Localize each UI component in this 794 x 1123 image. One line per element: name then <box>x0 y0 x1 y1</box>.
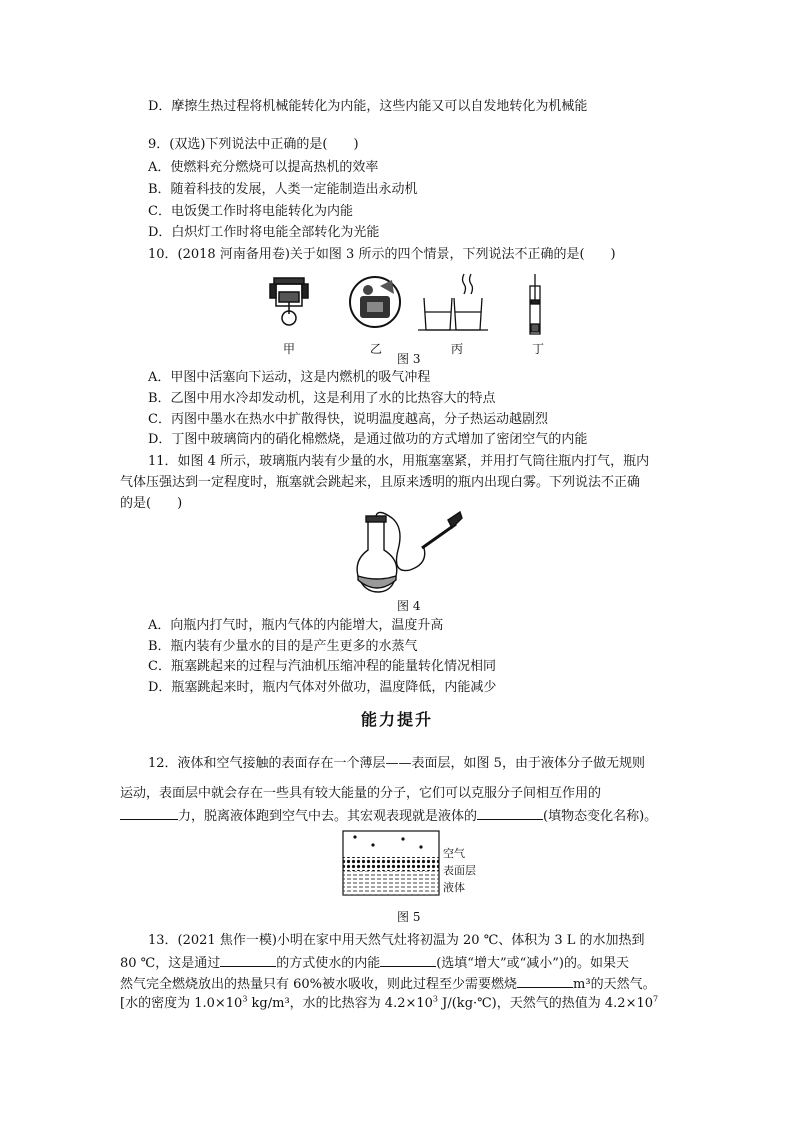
figure-3 <box>268 272 558 346</box>
q13-line-4 <box>120 995 658 1013</box>
q9-option-d: D．白炽灯工作时将电能全部转化为光能 <box>148 225 380 240</box>
q9-stem: 9．(双选)下列说法中正确的是( ) <box>148 137 359 152</box>
fig4-caption: 图 4 <box>397 599 421 613</box>
answer-blank-energy-change[interactable] <box>380 953 436 967</box>
fig5-label-air: 空气 <box>443 847 465 860</box>
q12-part-a: 力，脱离液体跑到空气中去。其宏观表现就是液体的 <box>178 809 478 824</box>
q13-line-2-c: (选填“增大”或“减小”)的。如果天 <box>436 956 629 971</box>
car-engine-illustration <box>350 277 400 327</box>
q13-line-2 <box>120 953 629 973</box>
figure-4 <box>352 510 464 600</box>
fig3-label-bing: 丙 <box>451 342 464 356</box>
answer-blank-force[interactable] <box>120 806 178 820</box>
q12-line-3 <box>120 806 657 826</box>
q11-option-a: A．向瓶内打气时，瓶内气体的内能增大，温度升高 <box>148 618 444 633</box>
q12-line-2: 运动，表面层中就会存在一些具有较大能量的分子，它们可以克服分子间相互作用的 <box>120 786 602 801</box>
q9-option-b: B．随着科技的发展，人类一定能制造出永动机 <box>148 182 418 197</box>
q10-option-b: B．乙图中用水冷却发动机，这是利用了水的比热容大的特点 <box>148 391 496 406</box>
flask-pump-illustration <box>357 512 462 592</box>
q13-line-4-c: J/(kg·℃)，天然气的热值为 4.2×10 <box>438 996 653 1011</box>
q13-line-4-b: kg/m³，水的比热容为 4.2×10 <box>247 996 433 1011</box>
fig5-caption: 图 5 <box>397 910 421 924</box>
answer-blank-state-change[interactable] <box>477 806 543 820</box>
q13-sup-2: 3 <box>432 994 439 1004</box>
q8-option-d: D．摩擦生热过程将机械能转化为内能，这些内能又可以自发地转化为机械能 <box>148 99 588 114</box>
q13-line-2-a: 80 ℃，这是通过 <box>120 956 221 971</box>
q9-option-c: C．电饭煲工作时将电能转化为内能 <box>148 204 353 219</box>
fig5-label-liquid: 液体 <box>443 881 465 894</box>
answer-blank-method[interactable] <box>220 953 276 967</box>
answer-blank-volume[interactable] <box>517 974 573 988</box>
q13-line-1: 13．(2021 焦作一模)小明在家中用天然气灶将初温为 20 ℃、体积为 3 L 的水加热到 <box>148 933 645 948</box>
q13-line-4-a: [水的密度为 1.0×10 <box>120 996 243 1011</box>
engine-cylinder-illustration <box>270 278 308 325</box>
fig3-caption: 图 3 <box>397 352 421 366</box>
section-title: 能力提升 <box>360 710 433 729</box>
q11-option-c: C．瓶塞跳起来的过程与汽油机压缩冲程的能量转化情况相同 <box>148 659 496 674</box>
q11-option-b: B．瓶内装有少量水的目的是产生更多的水蒸气 <box>148 639 418 654</box>
q13-line-2-b: 的方式使水的内能 <box>276 956 381 971</box>
beakers-illustration <box>418 274 488 330</box>
q13-sup-3: 7 <box>653 994 659 1004</box>
q12-part-b: (填物态变化名称)。 <box>543 809 658 824</box>
surface-layer-illustration <box>343 831 439 895</box>
q10-option-d: D．丁图中玻璃筒内的硝化棉燃烧，是通过做功的方式增加了密闭空气的内能 <box>148 432 588 447</box>
fig3-label-yi: 乙 <box>370 342 383 356</box>
q13-sup-1: 3 <box>242 994 248 1004</box>
q13-line-3-b: m³的天然气。 <box>573 977 656 992</box>
q13-line-3-a: 然气完全燃烧放出的热量只有 60%被水吸收，则此过程至少需要燃烧 <box>120 977 518 992</box>
fig3-label-ding: 丁 <box>532 342 545 356</box>
q10-option-a: A．甲图中活塞向下运动，这是内燃机的吸气冲程 <box>148 370 431 385</box>
q11-option-d: D．瓶塞跳起来时，瓶内气体对外做功，温度降低，内能减少 <box>148 680 497 695</box>
q10-option-c: C．丙图中墨水在热水中扩散得快，说明温度越高，分子热运动越剧烈 <box>148 412 548 427</box>
fig5-label-surface: 表面层 <box>443 864 476 877</box>
q9-option-a: A．使燃料充分燃烧可以提高热机的效率 <box>148 160 379 175</box>
fig3-label-jia: 甲 <box>283 342 296 356</box>
glass-tube-illustration <box>530 274 540 334</box>
q11-stem-1: 11．如图 4 所示，玻璃瓶内装有少量的水，用瓶塞塞紧，并用打气筒往瓶内打气，瓶内 <box>148 454 650 469</box>
q13-line-3 <box>120 974 656 994</box>
figure-5 <box>341 829 441 899</box>
q11-stem-2: 气体压强达到一定程度时，瓶塞就会跳起来，且原来透明的瓶内出现白雾。下列说法不正确 <box>120 475 641 490</box>
q12-line-1: 12．液体和空气接触的表面存在一个薄层——表面层，如图 5，由于液体分子做无规则 <box>148 756 645 771</box>
q11-stem-3: 的是( ) <box>120 496 183 511</box>
q10-stem: 10．(2018 河南备用卷)关于如图 3 所示的四个情景，下列说法不正确的是( ) <box>148 247 616 262</box>
